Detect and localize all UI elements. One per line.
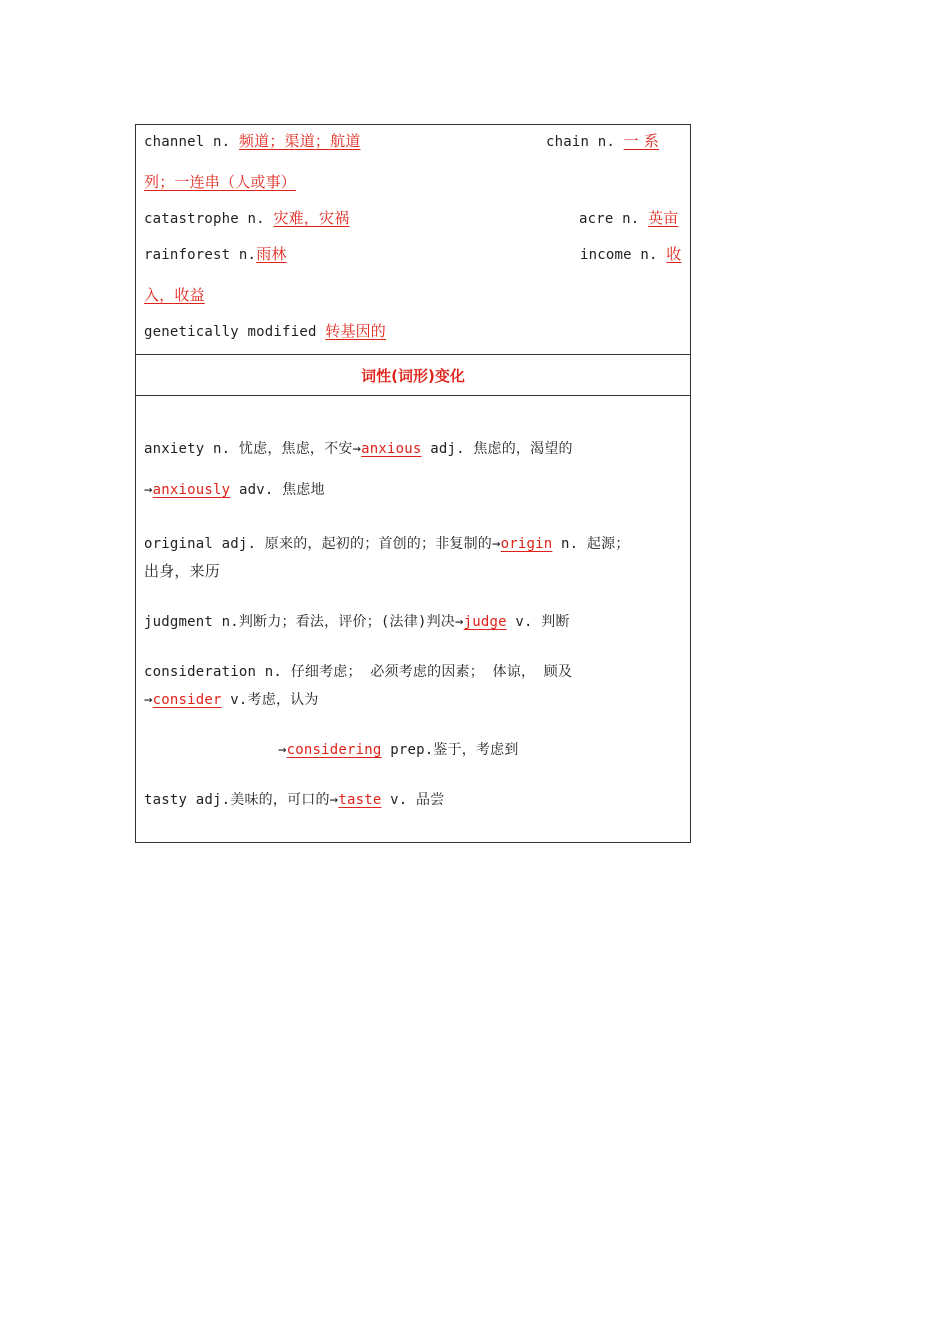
answer-origin: origin [500,536,553,552]
answer-chain-part2: 列；一连串（人或事） [144,173,297,191]
answer-anxious: anxious [361,441,422,457]
word-chain: chain n. [546,134,624,150]
word-catastrophe: catastrophe n. [144,211,274,227]
answer-taste: taste [338,792,382,808]
text-consideration: consideration n. 仔细考虑； 必须考虑的因素； 体谅， 顾及 [144,664,573,680]
answer-acre: 英亩 [648,209,679,227]
answer-chain-part1: 一 系 [623,132,660,150]
text-consider-meaning: v.考虑，认为 [221,692,319,708]
entry-original [144,533,630,553]
answer-genetically-modified: 转基因的 [325,322,387,340]
section-title: 词性(词形)变化 [361,367,465,385]
entry-chain [546,130,659,151]
answer-considering: considering [286,742,382,758]
entry-anxiety [144,438,573,458]
answer-rainforest: 雨林 [256,245,287,263]
entry-consideration [144,661,572,681]
word-income: income n. [580,247,667,263]
word-channel: channel n. [144,134,239,150]
arrow-considering: → [278,742,287,758]
entry-anxiously [144,479,325,499]
text-taste-meaning: v. 品尝 [381,792,445,808]
entry-original-cont [144,560,220,581]
answer-anxiously: anxiously [152,482,231,498]
entry-considering [278,739,519,759]
entry-channel [144,130,361,151]
answer-consider: consider [152,692,222,708]
text-judge-meaning: v. 判断 [506,614,570,630]
entry-genetically-modified [144,320,386,341]
entry-acre [579,207,678,228]
text-considering-meaning: prep.鉴于，考虑到 [381,742,519,758]
text-tasty: tasty adj.美味的，可口的→ [144,792,339,808]
answer-judge: judge [463,614,507,630]
text-anxiety: anxiety n. 忧虑，焦虑，不安→ [144,441,362,457]
word-genetically-modified: genetically modified [144,324,326,340]
entry-income [580,243,682,264]
entry-catastrophe [144,207,349,228]
derivation-section [136,396,690,842]
vocabulary-sheet [135,124,691,843]
text-anxiously-meaning: adv. 焦虑地 [230,482,325,498]
arrow-consider: → [144,692,153,708]
text-origin-meaning: n. 起源； [552,536,630,552]
vocabulary-section [136,125,690,355]
answer-income-part1: 收 [666,245,682,263]
entry-income-cont [144,284,205,305]
entry-tasty [144,789,444,809]
entry-judgment [144,611,570,631]
entry-chain-cont [144,171,296,192]
entry-rainforest [144,243,287,264]
arrow-anxiously: → [144,482,153,498]
section-header [136,355,690,396]
text-anxious-meaning: adj. 焦虑的，渴望的 [421,441,573,457]
answer-catastrophe: 灾难，灾祸 [273,209,350,227]
text-origin-meaning-cont: 出身，来历 [144,562,221,580]
entry-consider [144,689,319,709]
text-judgment: judgment n.判断力；看法，评价；(法律)判决→ [144,614,464,630]
text-original: original adj. 原来的，起初的；首创的；非复制的→ [144,536,501,552]
word-acre: acre n. [579,211,649,227]
answer-channel: 频道；渠道；航道 [238,132,361,150]
word-rainforest: rainforest n. [144,247,257,263]
answer-income-part2: 入，收益 [144,286,205,304]
